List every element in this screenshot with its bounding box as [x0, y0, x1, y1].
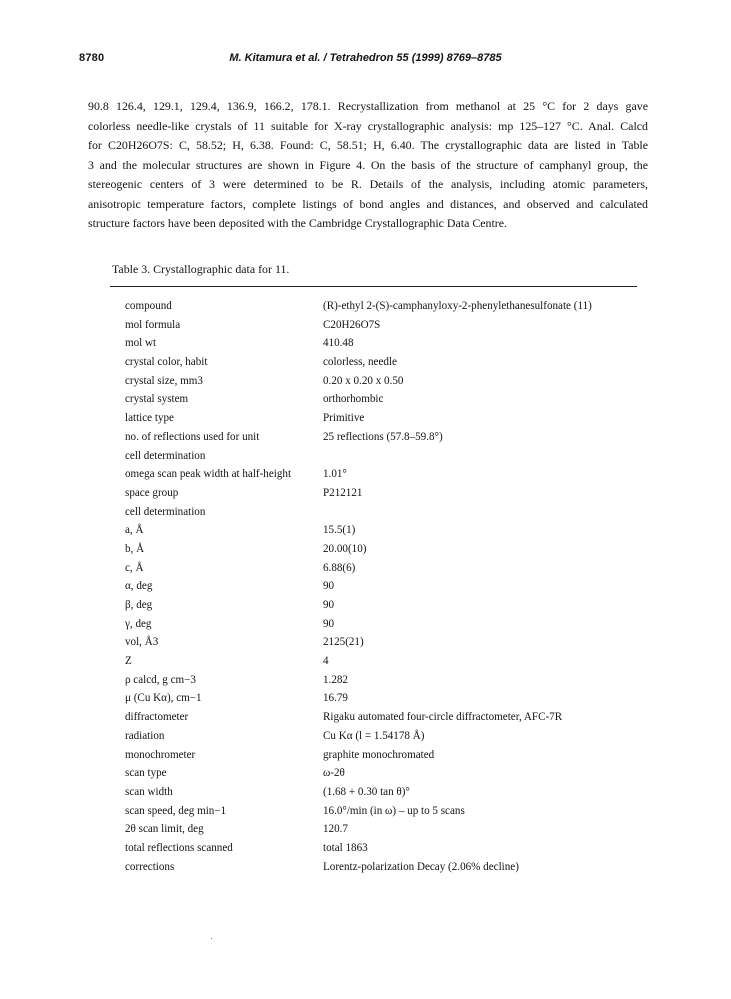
param-value: Cu Kα (l = 1.54178 Å)	[323, 729, 425, 742]
body-line: 90.8 126.4, 129.1, 129.4, 136.9, 166.2, 178.1. Recrystallization from methanol at 25 °C for 2 days gave	[88, 99, 648, 113]
table-row	[125, 503, 640, 522]
table-row	[125, 577, 640, 596]
param-label: cell determination	[125, 505, 206, 518]
param-value: 2125(21)	[323, 636, 364, 649]
table-row	[125, 372, 640, 391]
param-label: vol, Å3	[125, 636, 159, 649]
table-row	[125, 820, 640, 839]
param-value: 0.20 x 0.20 x 0.50	[323, 374, 404, 387]
table-row	[125, 428, 640, 447]
table-row	[125, 316, 640, 335]
param-value: 16.0°/min (in ω) – up to 5 scans	[323, 804, 465, 817]
table-row	[125, 521, 640, 540]
table-row	[125, 596, 640, 615]
param-label: no. of reflections used for unit	[125, 430, 260, 443]
table-row	[125, 858, 640, 877]
param-label: monochrometer	[125, 748, 196, 761]
param-label: γ, deg	[125, 617, 152, 630]
table-row	[125, 334, 640, 353]
table-row	[125, 671, 640, 690]
param-value: 410.48	[323, 337, 354, 350]
param-label: radiation	[125, 729, 165, 742]
param-label: scan type	[125, 767, 167, 780]
param-value: Primitive	[323, 412, 365, 425]
param-value: C20H26O7S	[323, 318, 381, 331]
table-row	[125, 465, 640, 484]
param-label: b, Å	[125, 542, 145, 555]
param-value: 25 reflections (57.8–59.8°)	[323, 430, 443, 443]
param-value: Rigaku automated four-circle diffractometer, AFC-7R	[323, 711, 563, 724]
param-label: compound	[125, 300, 172, 312]
param-value: 15.5(1)	[323, 524, 356, 537]
param-label: α, deg	[125, 580, 153, 593]
param-label: scan width	[125, 785, 173, 798]
param-label: Z	[125, 655, 132, 668]
table-row	[125, 353, 640, 372]
param-value: graphite monochromated	[323, 748, 435, 761]
table-row	[125, 409, 640, 428]
param-value: orthorhombic	[323, 393, 384, 406]
param-label: ρ calcd, g cm−3	[125, 673, 196, 686]
table-row	[125, 615, 640, 634]
body-line: 3 and the molecular structures are shown in Figure 4. On the basis of the structure of camphanyl group, the	[88, 157, 648, 172]
param-value: 6.88(6)	[323, 561, 356, 574]
param-value: P212121	[323, 486, 363, 499]
table-row	[125, 447, 640, 466]
param-label: omega scan peak width at half-height	[125, 468, 292, 481]
param-value: ω-2θ	[323, 767, 345, 780]
crystallographic-data-table	[125, 297, 640, 876]
param-value: 90	[323, 617, 335, 630]
body-line: anisotropic temperature factors, complete listings of bond angles and distances, and observed and calculated	[88, 196, 648, 211]
param-label: crystal system	[125, 393, 189, 406]
param-value: (1.68 + 0.30 tan θ)°	[323, 785, 410, 798]
param-label: c, Å	[125, 561, 144, 574]
param-label: mol formula	[125, 318, 181, 331]
table-row	[125, 689, 640, 708]
page-number: 8780	[79, 52, 105, 64]
table-row	[125, 746, 640, 765]
table-top-rule	[110, 286, 637, 287]
table-caption: Table 3. Crystallographic data for 11.	[112, 262, 290, 276]
param-value: (R)-ethyl 2-(S)-camphanyloxy-2-phenylethanesulfonate (11)	[323, 300, 592, 312]
body-line: structure factors have been deposited with the Cambridge Crystallographic Data Centre.	[88, 216, 508, 230]
param-label: lattice type	[125, 412, 174, 425]
param-label: space group	[125, 486, 179, 499]
param-value: 16.79	[323, 692, 348, 705]
param-label: crystal size, mm3	[125, 374, 203, 387]
table-row	[125, 764, 640, 783]
table-row	[125, 783, 640, 802]
param-value: 20.00(10)	[323, 542, 367, 555]
param-label: crystal color, habit	[125, 356, 208, 369]
table-row	[125, 727, 640, 746]
body-line: stereogenic centers of 3 were determined to be R. Details of the analysis, including atomic parameters,	[88, 177, 648, 191]
param-label: μ (Cu Kα), cm−1	[125, 692, 202, 705]
body-paragraph	[88, 97, 648, 234]
param-value: 90	[323, 580, 335, 593]
body-line: colorless needle-like crystals of 11 suitable for X-ray crystallographic analysis: mp 125–127 °C. Anal. Calcd	[88, 118, 648, 133]
table-row	[125, 839, 640, 858]
table-row	[125, 540, 640, 559]
table-row	[125, 484, 640, 503]
param-value: 90	[323, 599, 335, 611]
body-line: for C20H26O7S: C, 58.52; H, 6.38. Found: C, 58.51; H, 6.40. The crystallographic data are listed in Table	[88, 138, 648, 152]
param-value: total 1863	[323, 841, 368, 854]
param-label: scan speed, deg min−1	[125, 804, 227, 817]
param-value: 1.01°	[323, 468, 347, 481]
param-value: 4	[323, 655, 329, 668]
param-label: mol wt	[125, 337, 157, 350]
param-label: 2θ scan limit, deg	[125, 823, 204, 836]
param-value: Lorentz-polarization Decay (2.06% decline)	[323, 860, 519, 873]
scan-speck	[211, 938, 212, 939]
table-row	[125, 633, 640, 652]
param-label: a, Å	[125, 524, 144, 537]
param-label: β, deg	[125, 599, 153, 611]
param-label: corrections	[125, 860, 175, 873]
table-row	[125, 652, 640, 671]
table-row	[125, 390, 640, 409]
param-value: 120.7	[323, 823, 348, 836]
param-value: 1.282	[323, 673, 348, 686]
table-row	[125, 802, 640, 821]
param-value: colorless, needle	[323, 356, 397, 369]
param-label: total reflections scanned	[125, 841, 233, 854]
running-head: M. Kitamura et al. / Tetrahedron 55 (1999) 8769–8785	[229, 52, 502, 64]
param-label: cell determination	[125, 449, 206, 462]
table-row	[125, 559, 640, 578]
param-label: diffractometer	[125, 711, 189, 724]
table-row	[125, 708, 640, 727]
table-row	[125, 297, 640, 316]
